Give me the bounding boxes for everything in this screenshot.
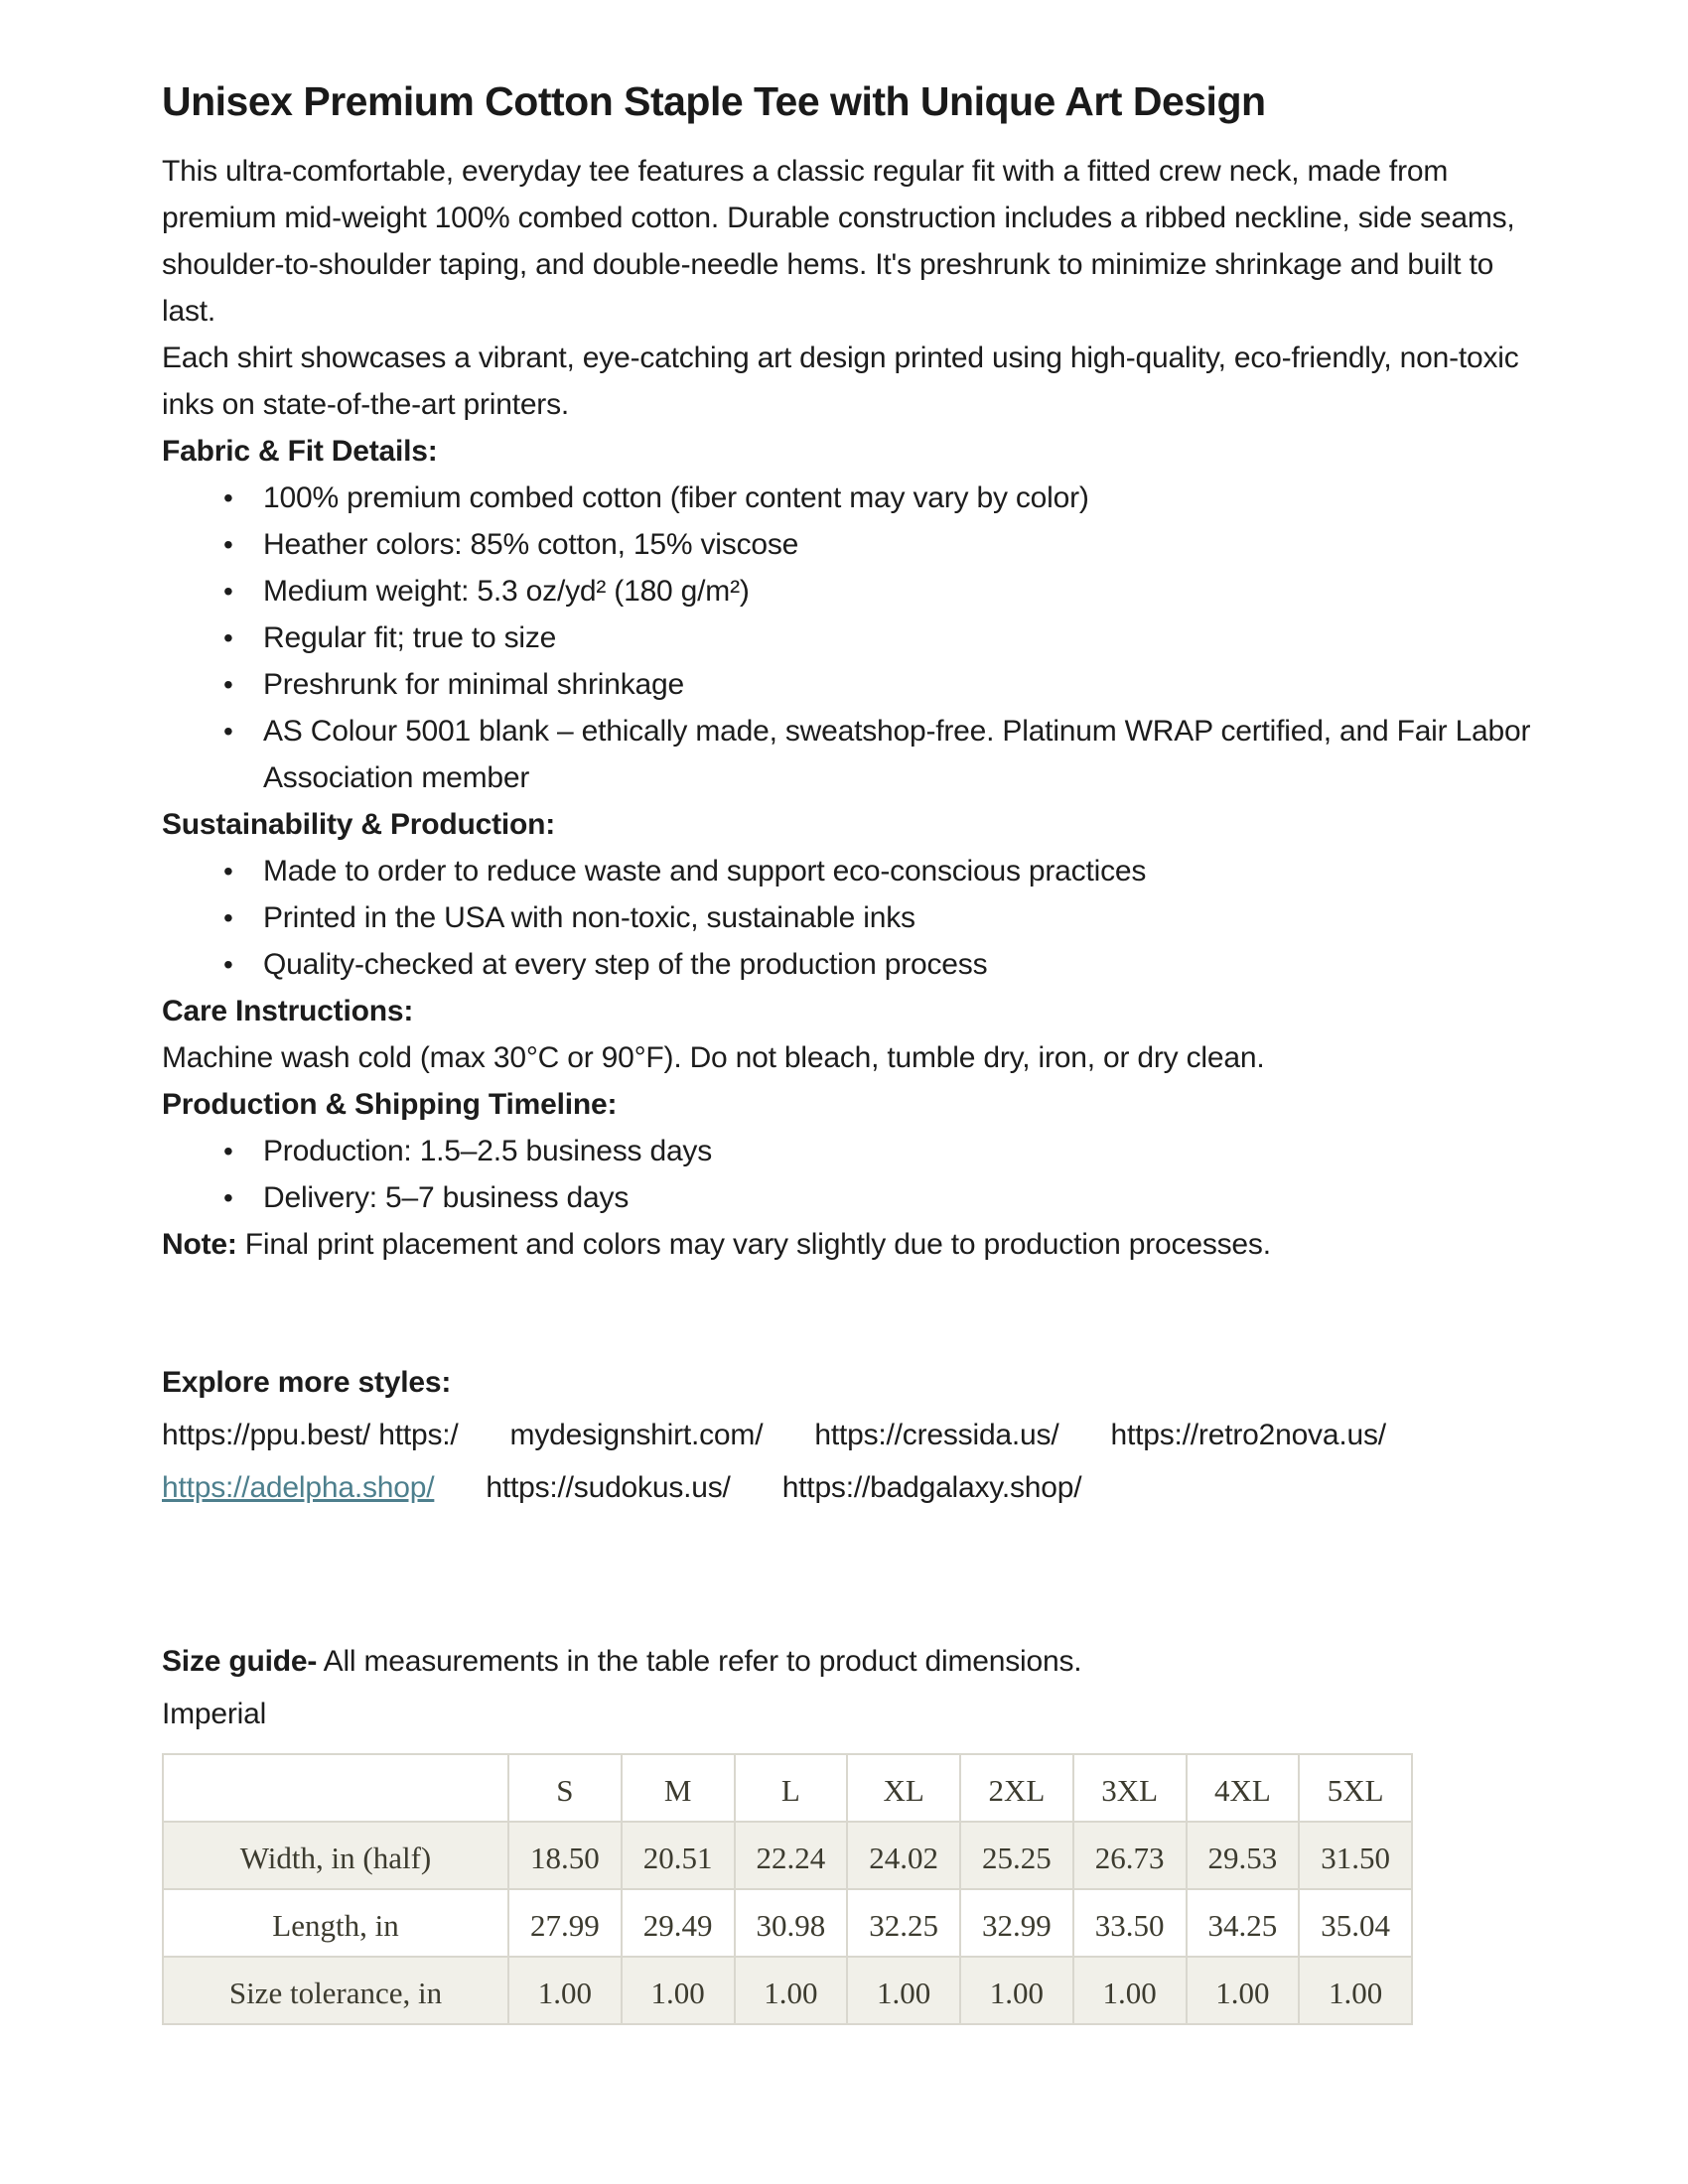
table-cell: 1.00 <box>960 1957 1073 2024</box>
url-text: https://sudokus.us/ <box>486 1471 731 1505</box>
column-header: 4XL <box>1187 1754 1300 1822</box>
intro-paragraph-2: Each shirt showcases a vibrant, eye-catching art design printed using high-quality, eco-friendly, non-toxic inks on state-of-the-art printers. <box>162 341 1519 422</box>
sustainability-heading: Sustainability & Production: <box>162 808 556 842</box>
table-cell: 18.50 <box>508 1822 622 1889</box>
column-header: M <box>622 1754 735 1822</box>
table-cell: 1.00 <box>735 1957 848 2024</box>
bullet-item: • Made to order to reduce waste and support eco-conscious practices <box>162 848 1552 894</box>
links-row-2 <box>162 1464 1552 1511</box>
table-cell: 22.24 <box>735 1822 848 1889</box>
table-cell: 1.00 <box>622 1957 735 2024</box>
table-row <box>163 1957 1412 2024</box>
fabric-fit-list <box>162 475 1552 801</box>
table-cell: 30.98 <box>735 1889 848 1957</box>
bullet-item: • Printed in the USA with non-toxic, sustainable inks <box>162 894 1552 941</box>
column-header: S <box>508 1754 622 1822</box>
size-guide-caption <box>162 1638 1552 1685</box>
explore-heading: Explore more styles: <box>162 1366 452 1400</box>
bullet-item: • Heather colors: 85% cotton, 15% viscose <box>162 521 1552 568</box>
table-cell: 1.00 <box>508 1957 622 2024</box>
page-title: Unisex Premium Cotton Staple Tee with Unique Art Design <box>162 78 1266 124</box>
table-cell: 26.73 <box>1073 1822 1187 1889</box>
bullet-item: • Regular fit; true to size <box>162 614 1552 661</box>
url-text: mydesignshirt.com/ <box>509 1419 764 1452</box>
table-cell: 32.25 <box>847 1889 960 1957</box>
sustainability-list <box>162 848 1552 988</box>
size-guide-label: Size guide- <box>162 1645 318 1679</box>
bullet-item: • 100% premium combed cotton (fiber content may vary by color) <box>162 475 1552 521</box>
table-cell: 32.99 <box>960 1889 1073 1957</box>
note-label: Note: <box>162 1228 237 1262</box>
links-row-1 <box>162 1412 1552 1458</box>
table-cell: 25.25 <box>960 1822 1073 1889</box>
timeline-heading: Production & Shipping Timeline: <box>162 1088 618 1122</box>
units-label: Imperial <box>162 1698 267 1731</box>
row-label: Size tolerance, in <box>163 1957 508 2024</box>
explore-section <box>162 1359 1552 1511</box>
url-text: https://ppu.best/ https:/ <box>162 1419 459 1452</box>
column-header: XL <box>847 1754 960 1822</box>
table-cell: 27.99 <box>508 1889 622 1957</box>
table-cell: 24.02 <box>847 1822 960 1889</box>
url-text: https://cressida.us/ <box>814 1419 1059 1452</box>
column-header: L <box>735 1754 848 1822</box>
table-cell: 35.04 <box>1299 1889 1412 1957</box>
table-cell: 1.00 <box>1187 1957 1300 2024</box>
table-cell: 33.50 <box>1073 1889 1187 1957</box>
adelpha-shop-link[interactable]: https://adelpha.shop/ <box>162 1471 435 1505</box>
table-row <box>163 1822 1412 1889</box>
table-cell: 31.50 <box>1299 1822 1412 1889</box>
care-text: Machine wash cold (max 30°C or 90°F). Do not bleach, tumble dry, iron, or dry clean. <box>162 1041 1265 1075</box>
column-header: 3XL <box>1073 1754 1187 1822</box>
row-label: Width, in (half) <box>163 1822 508 1889</box>
table-cell: 20.51 <box>622 1822 735 1889</box>
size-guide-caption-text: All measurements in the table refer to product dimensions. <box>317 1645 1082 1679</box>
table-cell: 29.53 <box>1187 1822 1300 1889</box>
bullet-item: • Delivery: 5–7 business days <box>162 1174 1552 1221</box>
table-cell: 1.00 <box>1299 1957 1412 2024</box>
table-cell: 1.00 <box>1073 1957 1187 2024</box>
bullet-item: • Medium weight: 5.3 oz/yd² (180 g/m²) <box>162 568 1552 614</box>
url-text: https://badgalaxy.shop/ <box>781 1471 1082 1505</box>
table-cell: 34.25 <box>1187 1889 1300 1957</box>
care-heading: Care Instructions: <box>162 995 414 1028</box>
timeline-list <box>162 1128 1552 1221</box>
url-text: https://retro2nova.us/ <box>1110 1419 1386 1452</box>
table-row <box>163 1889 1412 1957</box>
bullet-item: • AS Colour 5001 blank – ethically made, sweatshop-free. Platinum WRAP certified, and Fair Labor Association member <box>162 708 1552 801</box>
bullet-item: • Quality-checked at every step of the production process <box>162 941 1552 988</box>
intro-paragraph-1: This ultra-comfortable, everyday tee features a classic regular fit with a fitted crew neck, made from premium mid-weight 100% combed cotton. Durable construction includes a ribbed neckline, side seams, shoulder-to-shoulder taping, and double-needle hems. It's preshrunk to minimize shrinkage and built to last. <box>162 155 1515 329</box>
table-cell: 1.00 <box>847 1957 960 2024</box>
size-guide-table <box>162 1753 1413 2025</box>
note-line <box>162 1221 1552 1268</box>
document-content <box>162 58 1552 2025</box>
note-text: Final print placement and colors may vary slightly due to production processes. <box>236 1228 1271 1262</box>
bullet-item: • Production: 1.5–2.5 business days <box>162 1128 1552 1174</box>
table-cell: 29.49 <box>622 1889 735 1957</box>
bullet-item: • Preshrunk for minimal shrinkage <box>162 661 1552 708</box>
fabric-fit-heading: Fabric & Fit Details: <box>162 435 438 469</box>
column-header: 2XL <box>960 1754 1073 1822</box>
column-header: 5XL <box>1299 1754 1412 1822</box>
table-header-row <box>163 1754 1412 1822</box>
table-corner-cell <box>163 1754 508 1822</box>
row-label: Length, in <box>163 1889 508 1957</box>
